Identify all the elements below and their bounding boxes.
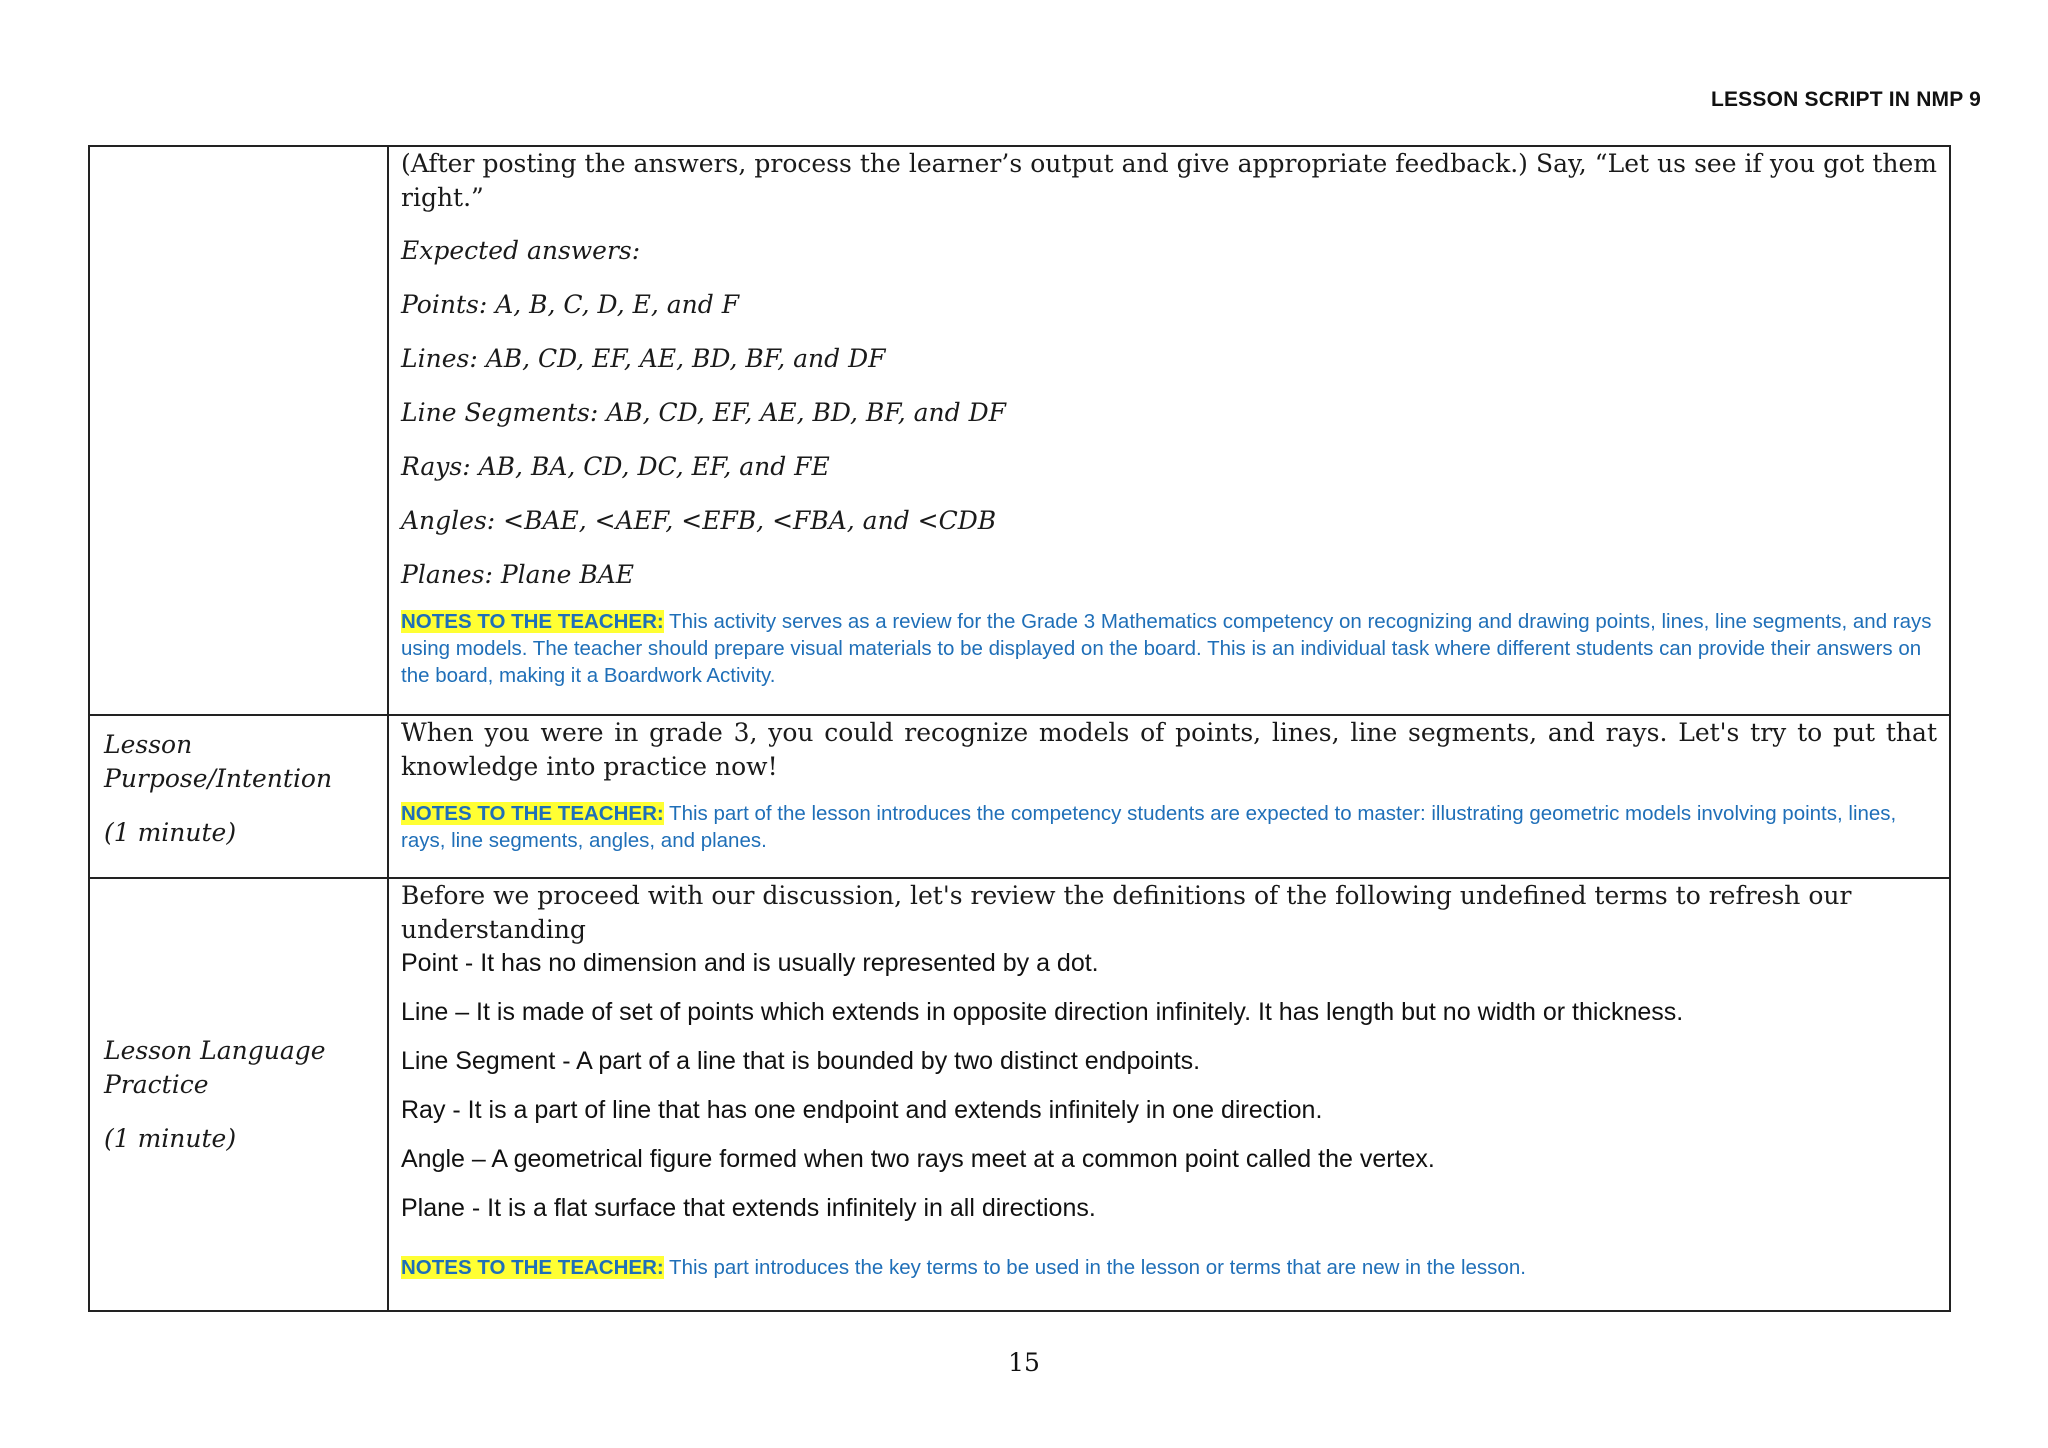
teacher-note-text: This part of the lesson introduces the competency students are expected to master: illustrating geometric models involving points, lines, rays, line segments, angles, and planes. <box>401 802 1897 852</box>
answer-rays: Rays: AB, BA, CD, DC, EF, and FE <box>401 452 830 481</box>
document-header-title: LESSON SCRIPT IN NMP 9 <box>1710 88 1981 111</box>
row-content-cell <box>388 146 1950 715</box>
table-row <box>89 146 1950 715</box>
teacher-note-text: This part introduces the key terms to be used in the lesson or terms that are new in the lesson. <box>663 1256 1526 1279</box>
definition-plane: Plane - It is a flat surface that extends infinitely in all directions. <box>401 1194 1096 1222</box>
definition-line: Line – It is made of set of points which extends in opposite direction infinitely. It has length but no width or thickness. <box>401 998 1684 1026</box>
feedback-instruction: (After posting the answers, process the learner’s output and give appropriate feedback.) Say, “Let us see if you got them right.” <box>401 149 1937 212</box>
answer-line-segments: Line Segments: AB, CD, EF, AE, BD, BF, and DF <box>401 398 1006 427</box>
definition-point: Point - It has no dimension and is usually represented by a dot. <box>401 949 1099 977</box>
page-number: 15 <box>1008 1348 1040 1377</box>
lesson-purpose-text: When you were in grade 3, you could recognize models of points, lines, line segments, and rays. Let's try to put that knowledge into practice now! <box>401 718 1937 781</box>
teacher-note <box>401 1254 1937 1281</box>
answer-points: Points: A, B, C, D, E, and F <box>401 290 740 319</box>
row-label-time: (1 minute) <box>104 818 237 847</box>
answer-angles: Angles: <BAE, <AEF, <EFB, <FBA, and <CDB <box>401 506 997 535</box>
expected-answers-label: Expected answers: <box>401 236 641 265</box>
row-content-cell <box>388 878 1950 1311</box>
answer-planes: Planes: Plane BAE <box>401 560 635 589</box>
row-label-lesson-purpose: Lesson Purpose/Intention <box>104 730 333 793</box>
teacher-note-label: NOTES TO THE TEACHER: <box>401 610 664 633</box>
row-label-lesson-language: Lesson Language Practice <box>104 1035 326 1099</box>
teacher-note-label: NOTES TO THE TEACHER: <box>401 802 664 825</box>
teacher-note-text: This activity serves as a review for the Grade 3 Mathematics competency on recognizing and drawing points, lines, line segments, and rays using models. The teacher should prepare visual materials to be displayed on the board. This is an individual task where different students can provide their answers on the board, making it a Boardwork Activity. <box>401 610 1932 687</box>
teacher-note <box>401 608 1937 689</box>
row-label-cell-empty <box>89 146 388 715</box>
definition-ray: Ray - It is a part of line that has one endpoint and extends infinitely in one direction. <box>401 1096 1323 1124</box>
row-label-cell <box>89 715 388 878</box>
row-label-time: (1 minute) <box>104 1123 237 1153</box>
teacher-note <box>401 800 1937 854</box>
table-row <box>89 715 1950 878</box>
row-label-cell <box>89 878 388 1311</box>
answer-lines: Lines: AB, CD, EF, AE, BD, BF, and DF <box>401 344 886 373</box>
definition-line-segment: Line Segment - A part of a line that is bounded by two distinct endpoints. <box>401 1047 1201 1075</box>
language-practice-intro: Before we proceed with our discussion, let's review the definitions of the following undefined terms to refresh our understanding <box>401 881 1852 944</box>
lesson-table <box>88 145 1951 1312</box>
teacher-note-label: NOTES TO THE TEACHER: <box>401 1256 664 1279</box>
table-row <box>89 878 1950 1311</box>
row-content-cell <box>388 715 1950 878</box>
definition-angle: Angle – A geometrical figure formed when two rays meet at a common point called the vertex. <box>401 1145 1435 1173</box>
